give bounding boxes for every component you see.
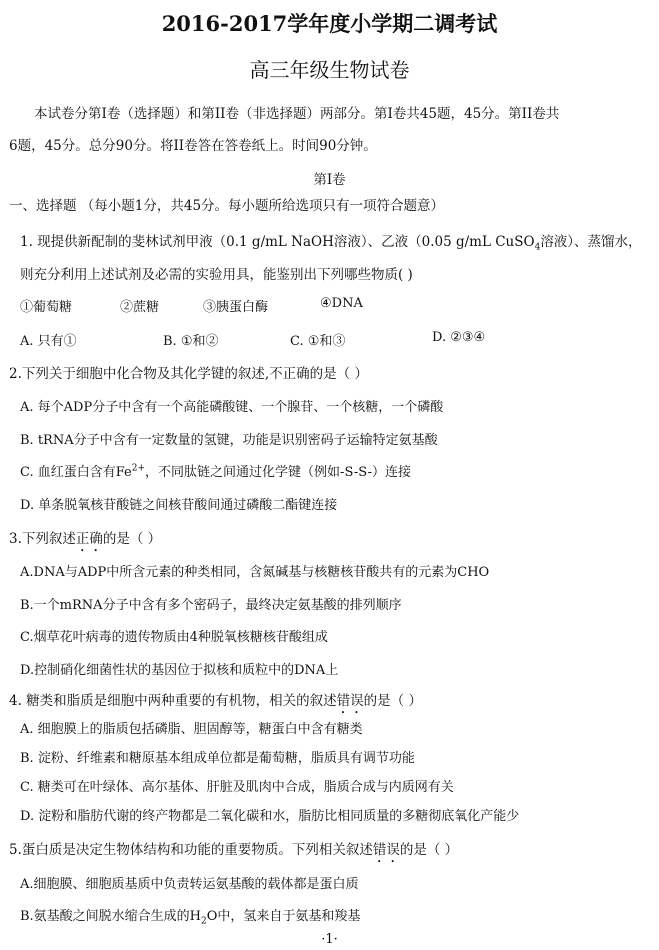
q4-stem-text: 4. 糖类和脂质是细胞中两种重要的有机物，相关的叙述 [9,693,337,709]
q1-item-3: ③胰蛋白酶 [203,300,269,315]
q5-option-a: A.细胞膜、细胞质基质中负责转运氨基酸的载体都是蛋白质 [20,877,359,892]
part-heading: 一、选择题 （每小题1分，共45分。每小题所给选项只有一项符合题意） [9,198,445,214]
q4-option-d: D. 淀粉和脂肪代谢的终产物都是二氧化碳和水，脂肪比相同质量的多糖彻底氧化产能少 [20,809,520,824]
q2-option-c-superscript: 2+ [131,463,146,474]
q1-option-a: A. 只有① [20,334,77,349]
q1-stem-line1 [20,230,642,253]
q1-option-b: B. ①和② [163,334,219,349]
q5-option-b-tail: O中，氢来自于氨基和羧基 [206,909,361,924]
q1-option-c: C. ①和③ [290,334,346,349]
q3-stem-text: 3.下列叙述 [9,531,76,547]
q5-stem-emphasis: 错误 [372,842,400,858]
q3-stem [9,527,161,555]
q2-option-c-text: C. 血红蛋白含有Fe [20,465,132,480]
intro-line-2: 6题，45分。总分90分。将II卷答在答卷纸上。时间90分钟。 [9,138,377,154]
q5-stem-tail: 的是（ ） [399,842,459,858]
q3-option-d: D.控制硝化细菌性状的基因位于拟核和质粒中的DNA上 [20,663,339,678]
page-number: ·1· [321,932,338,947]
q2-option-d: D. 单条脱氧核苷酸链之间核苷酸间通过磷酸二酯键连接 [20,498,338,513]
q4-option-b: B. 淀粉、纤维素和糖原基本组成单位都是葡萄糖，脂质具有调节功能 [20,751,415,766]
q1-item-2: ②蔗糖 [120,300,160,315]
q4-stem-tail: 的是（ ） [363,693,422,709]
q2-stem: 2.下列关于细胞中化合物及其化学键的叙述,不正确的是（ ） [9,366,368,382]
q1-stem-subscript: 4 [534,242,541,253]
q4-stem-emphasis: 错误 [336,693,364,709]
q3-stem-tail: 的是（ ） [102,531,162,547]
q5-stem [9,838,458,866]
q1-stem-line2: 则充分利用上述试剂及必需的实验用具，能鉴别出下列哪些物质( ) [20,267,413,283]
q5-stem-text: 5.蛋白质是决定生物体结构和功能的重要物质。下列相关叙述 [9,842,373,858]
q1-option-d: D. ②③④ [432,330,486,345]
exam-title: 2016-2017学年度小学期二调考试 [161,11,498,36]
q1-stem-tail: 溶液）、蒸馏水， [540,234,642,250]
q3-stem-emphasis: 正确 [75,531,103,547]
intro-line-1: 本试卷分第I卷（选择题）和第II卷（非选择题）两部分。第I卷共45题，45分。第II卷共 [34,106,560,122]
q2-option-c-tail: ，不同肽链之间通过化学键（例如-S-S-）连接 [145,465,411,480]
q2-option-a: A. 每个ADP分子中含有一个高能磷酸键、一个腺苷、一个核糖，一个磷酸 [20,400,444,415]
paper-subtitle: 高三年级生物试卷 [249,58,410,82]
q3-option-a: A.DNA与ADP中所含元素的种类相同，含氮碱基与核糖核苷酸共有的元素为CHO [20,565,490,580]
q4-stem [9,689,422,717]
q2-option-b: B. tRNA分子中含有一定数量的氢键，功能是识别密码子运输特定氨基酸 [20,433,438,448]
q4-option-c: C. 糖类可在叶绿体、高尔基体、肝脏及肌肉中合成，脂质合成与内质网有关 [20,780,454,795]
q1-stem-text: 1. 现提供新配制的斐林试剂甲液（0.1 g/mL NaOH溶液）、乙液（0.05 g/mL CuSO [20,234,535,250]
q3-option-c: C.烟草花叶病毒的遗传物质由4种脱氧核糖核苷酸组成 [20,630,328,645]
q3-option-b: B.一个mRNA分子中含有多个密码子，最终决定氨基酸的排列顺序 [20,598,402,613]
q1-item-4: ④DNA [320,296,363,311]
q5-option-b-subscript: 2 [201,916,207,927]
q2-option-c [20,461,411,480]
q4-option-a: A. 细胞膜上的脂质包括磷脂、胆固醇等，糖蛋白中含有糖类 [20,722,363,737]
q5-option-b [20,905,360,927]
volume-label: 第I卷 [313,172,346,188]
q5-option-b-text: B.氨基酸之间脱水缩合生成的H [20,909,202,924]
q1-item-1: ①葡萄糖 [20,300,73,315]
